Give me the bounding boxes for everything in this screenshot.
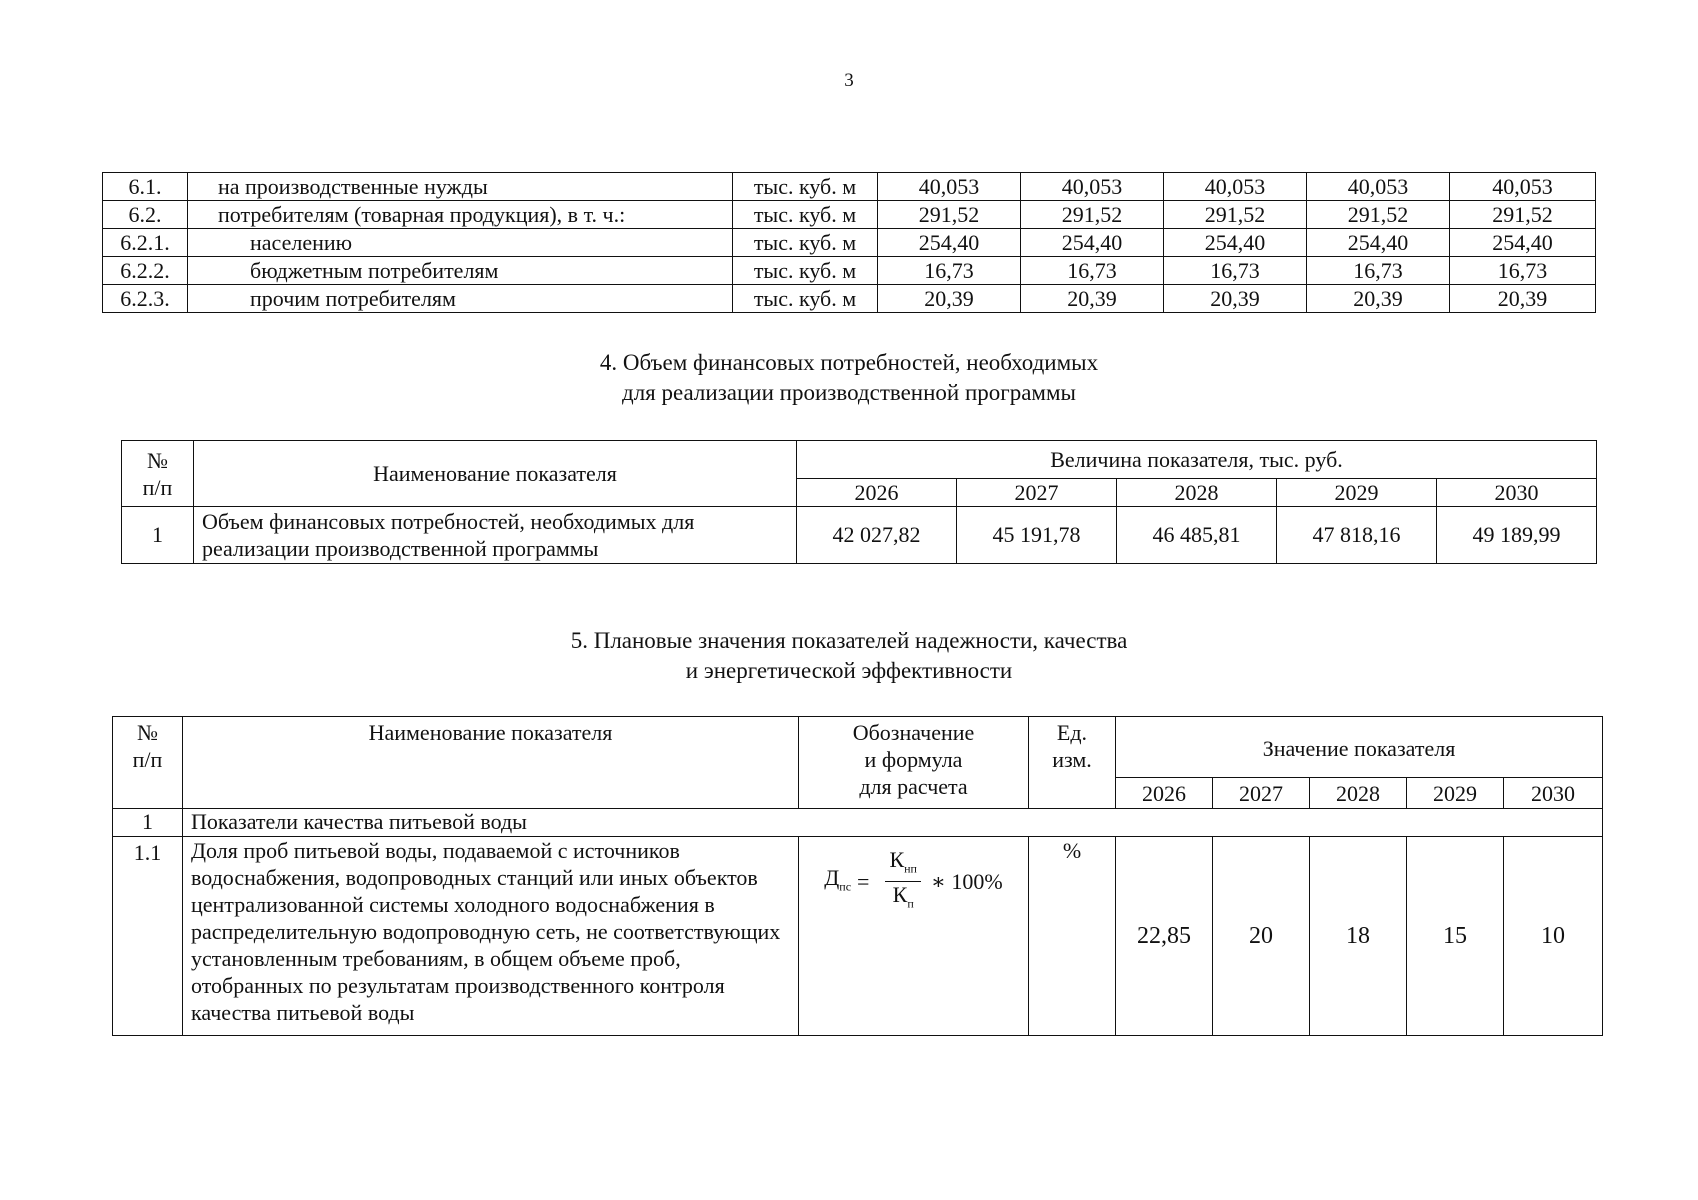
row-value: 49 189,99 [1437,507,1597,564]
section-4-title-line2: для реализации производственной программы [622,380,1076,405]
row-name: на производственные нужды [188,173,733,201]
year-header: 2029 [1407,778,1504,809]
formula: $Д_{пс}$ = $\frac{К_{нп}}{К_п}$ ∗ 100% [824,847,1003,917]
row-value: 46 485,81 [1117,507,1277,564]
table-row [103,229,1596,257]
row-unit: тыс. куб. м [733,285,878,313]
row-value: 40,053 [1307,173,1450,201]
row-value: 291,52 [1450,201,1596,229]
row-name: населению [188,229,733,257]
row-value: 20,39 [1164,285,1307,313]
row-value: 10 [1504,837,1603,1036]
row-num: 6.2.1. [103,229,188,257]
col-name-header: Наименование показателя [194,441,797,507]
row-unit: тыс. куб. м [733,257,878,285]
row-value: 40,053 [878,173,1021,201]
col-unit-header: Ед. изм. [1029,717,1116,809]
year-header: 2027 [1213,778,1310,809]
row-value: 45 191,78 [957,507,1117,564]
row-value: 254,40 [1450,229,1596,257]
row-value: 20,39 [1021,285,1164,313]
row-unit: % [1029,837,1116,1036]
row-value: 254,40 [878,229,1021,257]
row-value: 254,40 [1164,229,1307,257]
group-row [113,809,1603,837]
row-value: 16,73 [1164,257,1307,285]
row-value: 291,52 [1021,201,1164,229]
year-header: 2030 [1437,479,1597,507]
row-value: 254,40 [1307,229,1450,257]
group-num: 1 [113,809,183,837]
row-value: 40,053 [1021,173,1164,201]
table-row [122,507,1597,564]
section-5-title [0,626,1698,686]
quality-indicators-table [112,716,1603,1036]
row-unit: тыс. куб. м [733,201,878,229]
row-value: 20,39 [878,285,1021,313]
row-value: 254,40 [1021,229,1164,257]
row-value: 40,053 [1450,173,1596,201]
row-name: потребителям (товарная продукция), в т. ч.: [188,201,733,229]
col-value-header: Значение показателя [1116,717,1603,778]
row-value: 291,52 [878,201,1021,229]
year-header: 2028 [1117,479,1277,507]
table-row [103,285,1596,313]
row-value: 18 [1310,837,1407,1036]
group-name: Показатели качества питьевой воды [183,809,1603,837]
row-value: 15 [1407,837,1504,1036]
table-row [103,201,1596,229]
financial-needs-table [121,440,1597,564]
year-header: 2030 [1504,778,1603,809]
row-num: 6.2.3. [103,285,188,313]
row-value: 47 818,16 [1277,507,1437,564]
row-value: 20 [1213,837,1310,1036]
col-value-header: Величина показателя, тыс. руб. [797,441,1597,479]
row-num: 1.1 [113,837,183,1036]
row-num: 1 [122,507,194,564]
water-volume-table [102,172,1596,313]
formula-factor: ∗ 100% [930,869,1003,895]
row-name: Объем финансовых потребностей, необходимых для реализации производственной программы [194,507,797,564]
section-5-title-line1: 5. Плановые значения показателей надежности, качества [570,628,1128,653]
row-num: 6.1. [103,173,188,201]
row-num: 6.2. [103,201,188,229]
row-value: 16,73 [1450,257,1596,285]
year-header: 2027 [957,479,1117,507]
table-row [103,173,1596,201]
table-row [113,837,1603,1036]
section-5-title-line2: и энергетической эффективности [685,658,1013,683]
row-value: 20,39 [1450,285,1596,313]
page-number: 3 [844,70,854,91]
row-name: Доля проб питьевой воды, подаваемой с источников водоснабжения, водопроводных станций или иных объектов централизованной системы холодного водоснабжения в распределительную водопроводную сеть, не соответствующих установленным требованиям, в общем объеме проб, отобранных по результатам производственного контроля качества питьевой воды [183,837,799,1036]
row-value: 16,73 [1307,257,1450,285]
col-num-header: № п/п [113,717,183,809]
year-header: 2029 [1277,479,1437,507]
row-num: 6.2.2. [103,257,188,285]
year-header: 2028 [1310,778,1407,809]
col-name-header: Наименование показателя [183,717,799,809]
row-value: 291,52 [1307,201,1450,229]
formula-lhs: $Д_{пс}$ [824,864,852,894]
row-value: 16,73 [1021,257,1164,285]
row-name: бюджетным потребителям [188,257,733,285]
year-header: 2026 [1116,778,1213,809]
formula-fraction: $\frac{К_{нп}}{К_п}$ [885,847,921,917]
year-header: 2026 [797,479,957,507]
row-value: 40,053 [1164,173,1307,201]
row-value: 291,52 [1164,201,1307,229]
section-4-title-line1: 4. Объем финансовых потребностей, необходимых [599,350,1099,375]
col-formula-header: Обозначение и формула для расчета [799,717,1029,809]
table-row [103,257,1596,285]
row-unit: тыс. куб. м [733,173,878,201]
row-value: 42 027,82 [797,507,957,564]
row-unit: тыс. куб. м [733,229,878,257]
row-name: прочим потребителям [188,285,733,313]
col-num-header: № п/п [122,441,194,507]
row-value: 22,85 [1116,837,1213,1036]
section-4-title [0,348,1698,408]
row-value: 16,73 [878,257,1021,285]
row-value: 20,39 [1307,285,1450,313]
formula-cell [799,837,1029,1036]
